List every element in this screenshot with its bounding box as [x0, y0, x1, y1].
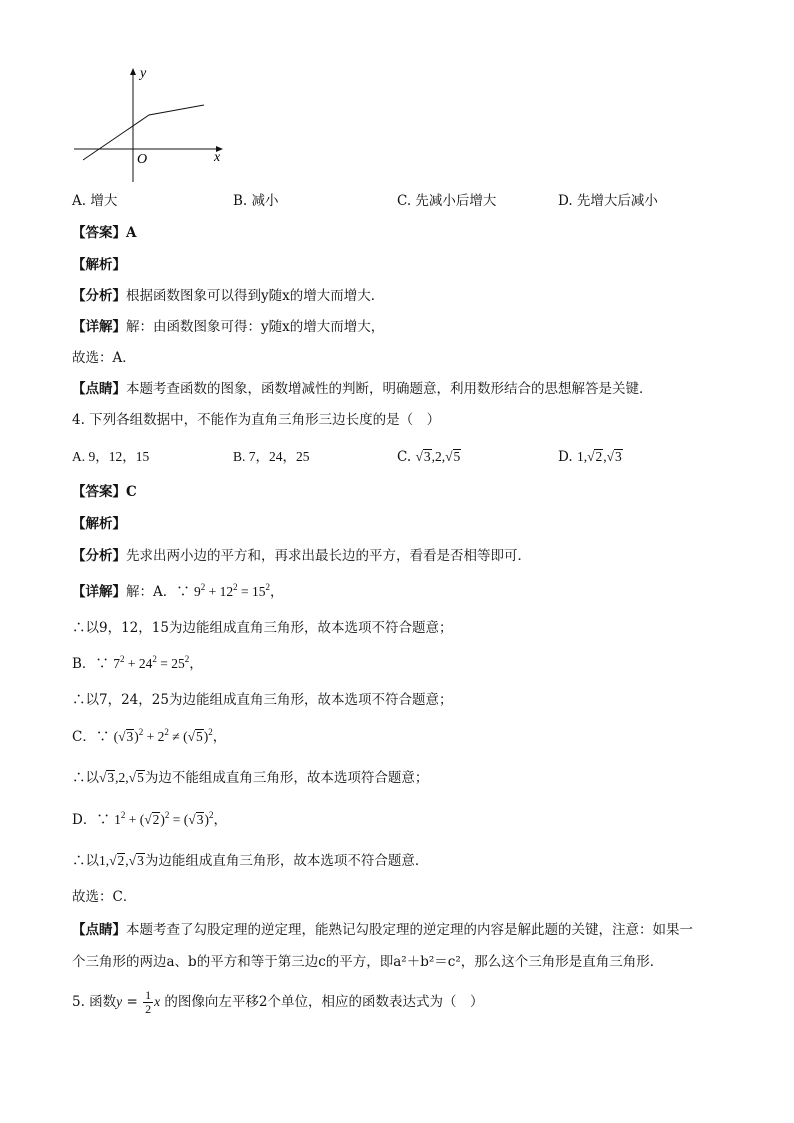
d-conclusion-prefix: ∴以	[72, 853, 99, 869]
q4-option-b: B. 7，24，25	[233, 449, 310, 464]
q3-option-d: D. 先增大后减小	[558, 193, 658, 209]
dianjing-text: 本题考查函数的图象，函数增减性的判断，明确题意，利用数形结合的思想解答是关键．	[126, 381, 653, 397]
q3-fenxi	[72, 286, 384, 306]
y-axis-arrow	[130, 68, 136, 75]
q3-choose: 故选：A．	[72, 350, 136, 366]
dianjing-tag: 【点睛】	[72, 922, 126, 938]
q4-option-d: D. 1,√2,√3	[558, 449, 622, 465]
dianjing-tag: 【点睛】	[72, 381, 126, 397]
function-graph	[70, 62, 235, 187]
q3-option-b: B. 减小	[233, 193, 279, 209]
q4-b-line: B．∵ $7^2 + 24^2 = 25^2$，	[72, 654, 203, 672]
q5-suffix: 的图像向左平移2个单位，相应的函数表达式为（ ）	[164, 994, 484, 1010]
q4-c-line: C．∵ $(√3)^2 + 2^2 \ne (√5)^2$，	[72, 727, 227, 745]
q4-fenxi	[72, 546, 531, 566]
q4-answer: 【答案】C	[72, 484, 137, 500]
x-axis-label: x	[214, 150, 221, 165]
y-axis-label: y	[140, 66, 147, 81]
b-prefix: B．∵	[72, 656, 109, 672]
q5-fraction: $\frac{1}{2}$	[145, 988, 152, 1016]
q3-xiangjie	[72, 317, 384, 337]
q5-formula: y	[116, 994, 123, 1009]
q4-d-line: D．∵ $1^2 + (√2)^2 = (√3)^2$，	[72, 810, 227, 828]
d-conclusion-suffix: 为边能组成直角三角形，故本选项不符合题意．	[144, 853, 429, 869]
q4-analysis-heading: 【解析】	[72, 516, 126, 532]
q4-dianjing-2: 个三角形的两边a、b的平方和等于第三边c的平方，即a²＋b²＝c²，那么这个三角形是直角三角形．	[72, 954, 664, 970]
q4-conclusion-a: ∴以9，12，15为边能组成直角三角形，故本选项不符合题意；	[72, 620, 453, 636]
q4-conclusion-b: ∴以7，24，25为边能组成直角三角形，故本选项不符合题意；	[72, 692, 453, 708]
equation-c: $(√3)^2 + 2^2 \ne (√5)^2$	[113, 727, 213, 744]
xiangjie-prefix: 解：A．∵	[126, 584, 190, 600]
q3-option-a: A. 增大	[72, 193, 118, 209]
origin-label: O	[137, 152, 148, 167]
equation-d: $1^2 + (√2)^2 = (√3)^2$	[114, 810, 214, 827]
equation-b: $7^2 + 24^2 = 25^2$	[113, 654, 190, 671]
q3-analysis-heading: 【解析】	[72, 257, 126, 273]
q4-conclusion-c: ∴以√3,2,√5为边不能组成直角三角形，故本选项符合题意；	[72, 770, 429, 786]
q4-dianjing-1	[72, 920, 693, 940]
xiangjie-text: 解：由函数图象可得：y随x的增大而增大，	[126, 319, 385, 335]
q4-conclusion-d: ∴以1,√2,√3为边能组成直角三角形，故本选项不符合题意．	[72, 853, 429, 869]
c-conclusion-suffix: 为边不能组成直角三角形，故本选项符合题意；	[144, 770, 429, 786]
fenxi-text: 先求出两小边的平方和，再求出最长边的平方，看看是否相等即可．	[126, 548, 531, 564]
q3-option-c: C. 先减小后增大	[397, 193, 497, 209]
q4-option-c: C. √3,2,√5	[397, 449, 461, 465]
q3-answer: 【答案】A	[72, 225, 137, 241]
d-prefix: D．∵	[72, 812, 110, 828]
fenxi-tag: 【分析】	[72, 548, 126, 564]
fenxi-tag: 【分析】	[72, 288, 126, 304]
option-d-label: D.	[558, 449, 573, 465]
equation-a: $9^2 + 12^2 = 15^2$	[194, 582, 271, 599]
fenxi-text: 根据函数图象可以得到y随x的增大而增大．	[126, 288, 385, 304]
dianjing-line1: 本题考查了勾股定理的逆定理，能熟记勾股定理的逆定理的内容是解此题的关键，注意：如果一	[126, 922, 693, 938]
xiangjie-tag: 【详解】	[72, 319, 126, 335]
q4-xiangjie-a: 【详解】解：A．∵ $9^2 + 12^2 = 15^2$，	[72, 582, 284, 600]
q3-dianjing	[72, 379, 653, 399]
q4-choose: 故选：C．	[72, 889, 137, 905]
q5-prefix: 5. 函数	[72, 994, 117, 1010]
option-c-label: C.	[397, 449, 412, 465]
c-conclusion-prefix: ∴以	[72, 770, 99, 786]
q5-stem: 5. 函数y = $\frac{1}{2}$ x 的图像向左平移2个单位，相应的函数表达式为（ ）	[72, 988, 484, 1016]
q4-option-a: A. 9，12，15	[72, 449, 150, 464]
q4-stem: 4. 下列各组数据中，不能作为直角三角形三边长度的是（ ）	[72, 412, 441, 428]
c-prefix: C．∵	[72, 729, 110, 745]
xiangjie-tag: 【详解】	[72, 584, 126, 600]
